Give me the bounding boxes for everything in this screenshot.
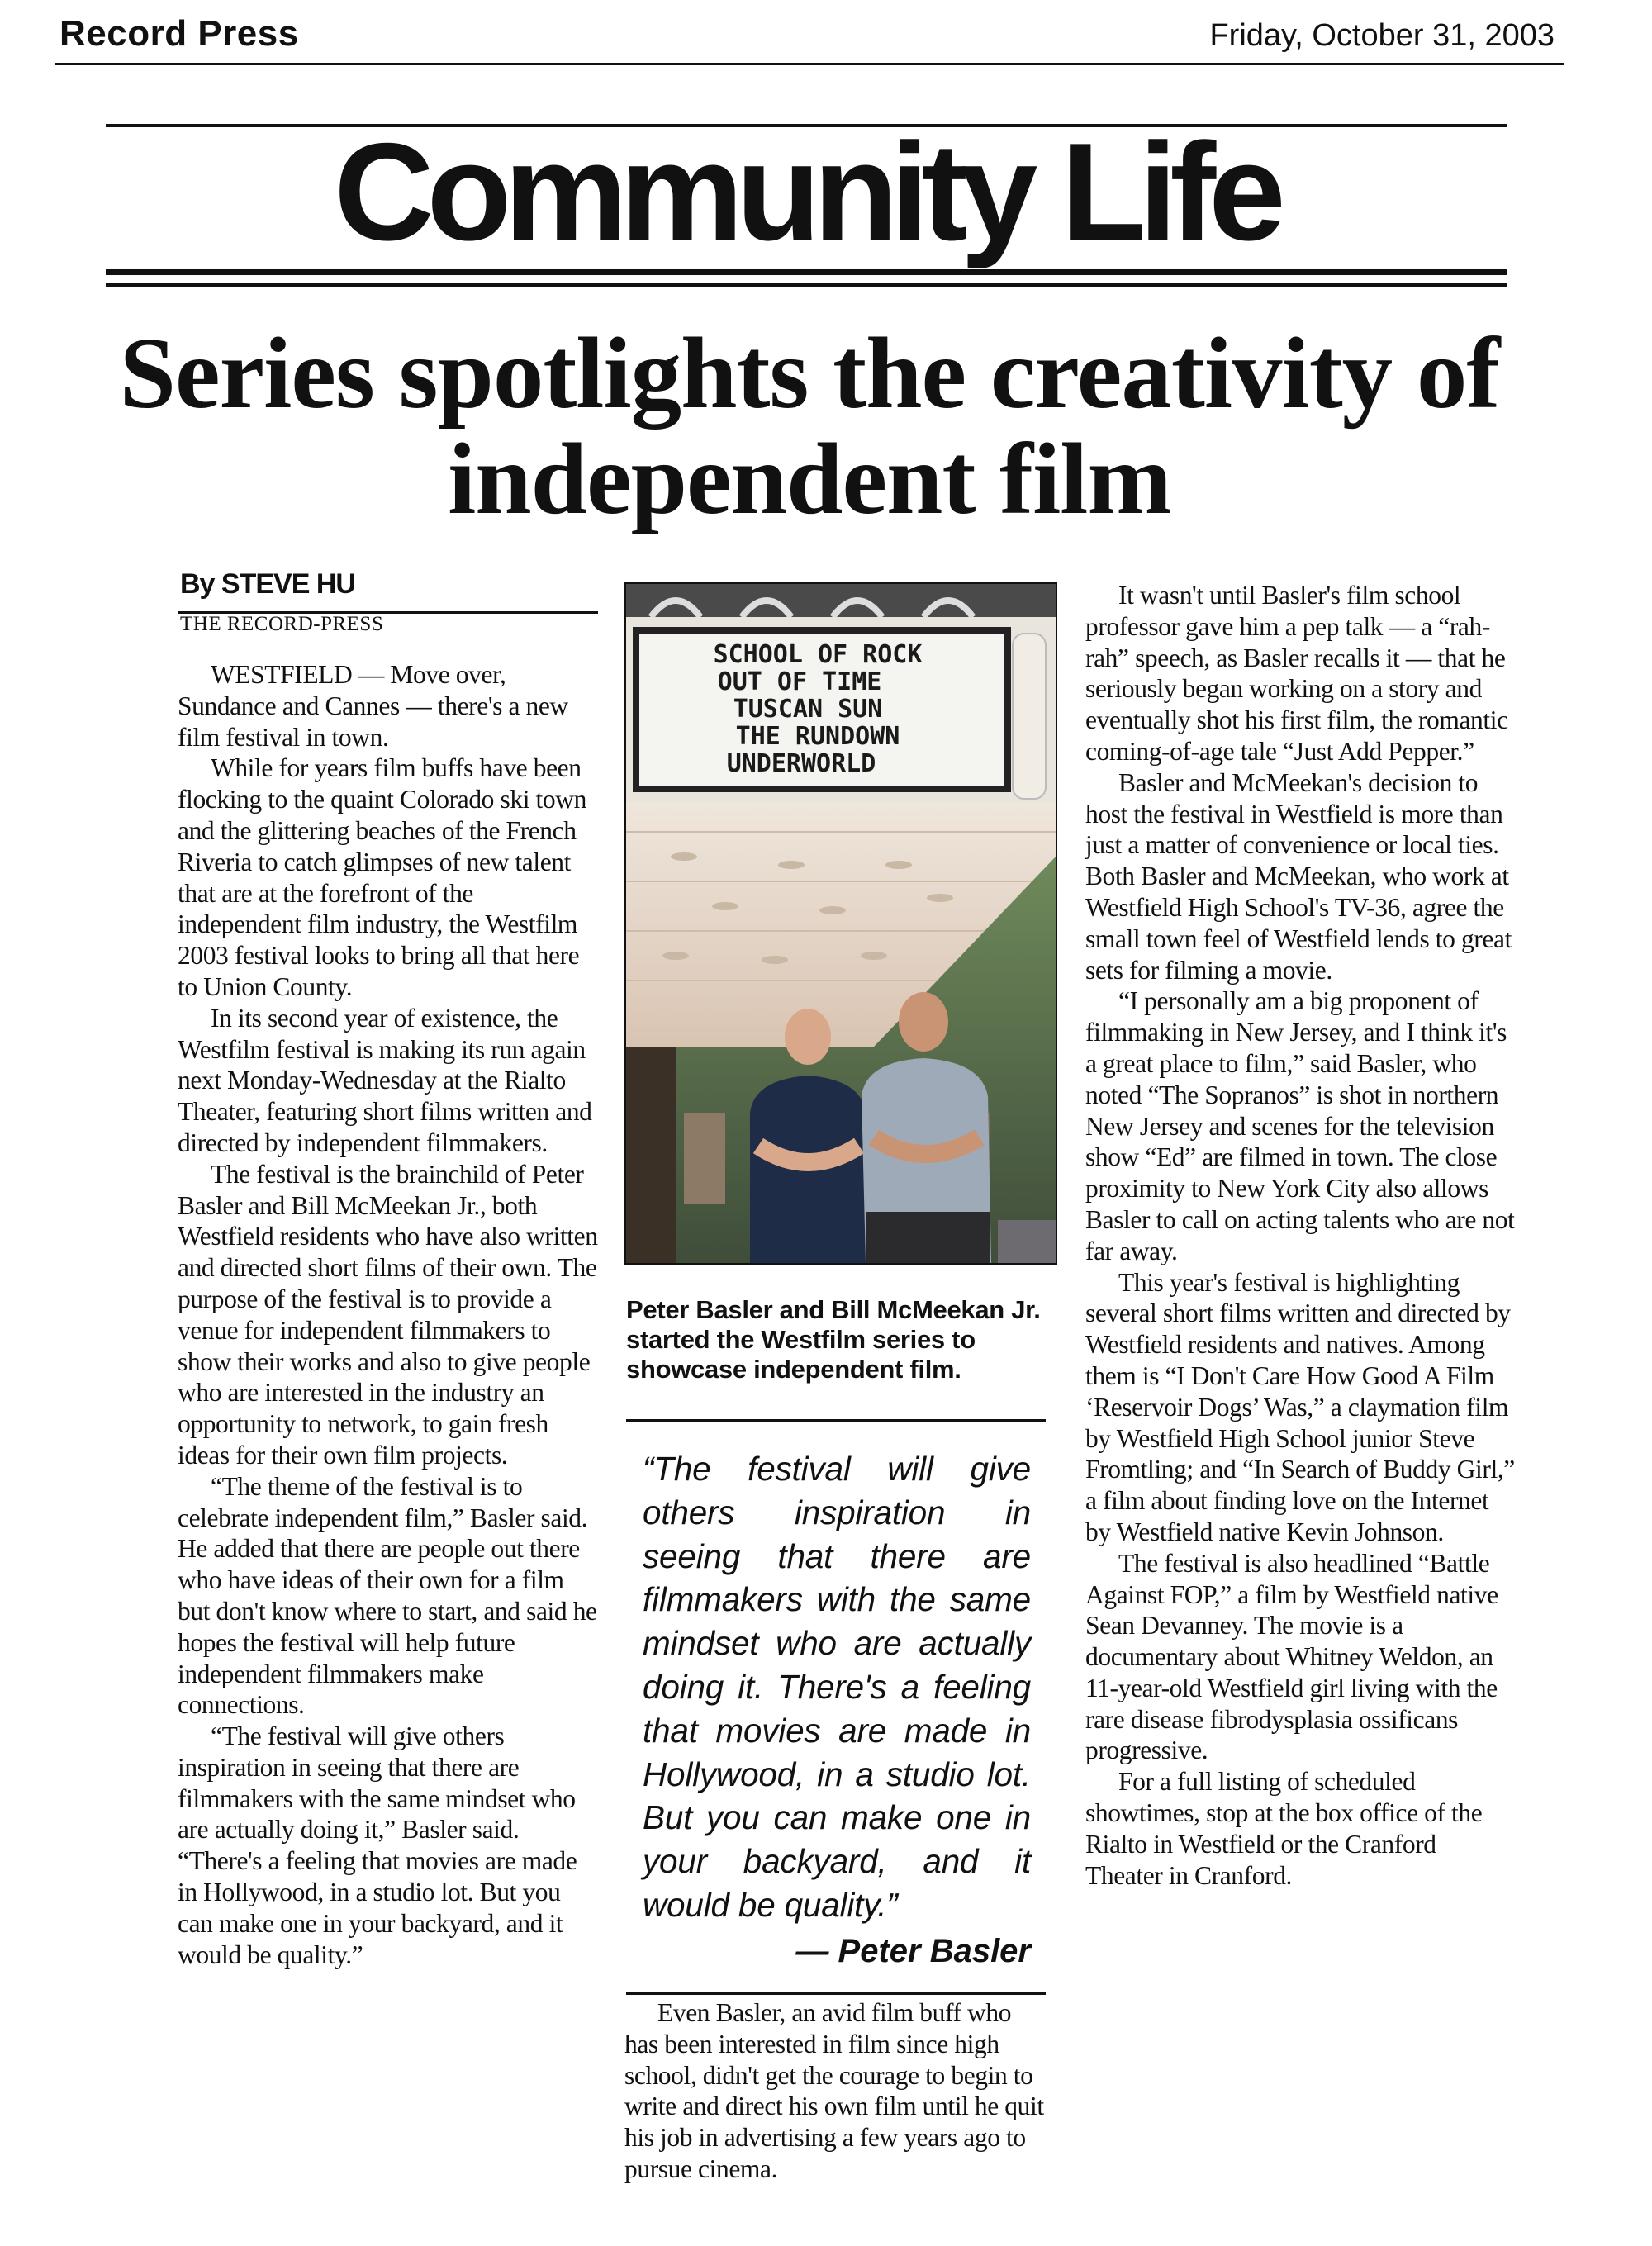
byline-organization: THE RECORD-PRESS	[180, 613, 384, 635]
section-rule-bottom-thick	[106, 269, 1507, 275]
paragraph: This year's festival is highlighting several short films written and directed by Westfield residents and natives. Among them is “I Don't Care How Good A Film ‘Reservoir Dogs’ Was,” a claymation film by Westfield High School junior Steve Fromtling; and “In Search of Buddy Girl,” a film about finding love on the Internet by Westfield native Kevin Johnson.	[1085, 1267, 1515, 1546]
paragraph: In its second year of existence, the Westfilm festival is making its run again next Monday-Wednesday at the Rialto Theater, featuring short films written and directed by independent filmmakers.	[178, 1003, 592, 1157]
paragraph: Even Basler, an avid film buff who has been interested in film since high school, didn't get the courage to begin to write and direct his own film until he quit his job in advertising a few years ago to pursue cinema.	[624, 1998, 1044, 2183]
pull-quote-rule-top	[626, 1419, 1046, 1422]
marquee-line: TUSCAN SUN	[733, 695, 883, 724]
marquee-line: UNDERWORLD	[726, 749, 876, 778]
article-headline	[50, 316, 1569, 535]
marquee-line: OUT OF TIME	[717, 667, 882, 696]
article-column-2	[624, 1997, 1046, 2185]
paragraph: For a full listing of scheduled showtimes, stop at the box office of the Rialto in Westfield or the Cranford Theater in Cranford.	[1085, 1767, 1483, 1890]
pull-quote: “The festival will give others inspiration in seeing that there are filmmakers with the same mindset who are actually doing it. There's a feeling that movies are made in Hollywood, in a studio lot. But you can make one in your backyard, and it would be quality.”	[643, 1450, 1031, 1924]
byline: By STEVE HU	[180, 568, 355, 600]
paragraph: The festival is the brainchild of Peter Basler and Bill McMeekan Jr., both Westfield residents who have also written and directed short films of their own. The purpose of the festival is to provide a venue for independent filmmakers to show their works and also to give people who are interested in the industry an opportunity to network, to gain fresh ideas for their own film projects.	[178, 1159, 598, 1470]
paragraph: While for years film buffs have been flocking to the quaint Colorado ski town and the glittering beaches of the French Riveria to catch glimpses of new talent that are at the forefront of the independent film industry, the Westfilm 2003 festival looks to bring all that here to Union County.	[178, 753, 586, 1001]
pull-quote-rule-bottom	[626, 1992, 1046, 1995]
headline-line-2: independent film	[448, 422, 1171, 535]
pull-quote-attribution: — Peter Basler	[795, 1933, 1031, 1969]
section-title: Community Life	[334, 114, 1279, 269]
article-column-3	[1085, 580, 1515, 1891]
paragraph: The festival is also headlined “Battle Against FOP,” a film by Westfield native Sean Devanney. The movie is a documentary about Whitney Weldon, an 11-year-old Westfield girl living with the rare disease fibrodysplasia ossificans progressive.	[1085, 1548, 1498, 1765]
paragraph: WESTFIELD — Move over, Sundance and Cannes — there's a new film festival in town.	[178, 660, 568, 752]
paragraph: “The festival will give others inspiration in seeing that there are filmmakers with the same mindset who are actually doing it,” Basler said. “There's a feeling that movies are made in Hollywood, in a studio lot. But you can make one in your backyard, and it would be quality.”	[178, 1721, 577, 1969]
paragraph: “The theme of the festival is to celebrate independent film,” Basler said. He added that there are people out there who have ideas of their own for a film but don't know where to start, and said he hopes the festival will help future independent filmmakers make connections.	[178, 1471, 597, 1720]
section-rule-bottom-thin	[106, 283, 1507, 287]
paper-name: Record Press	[59, 13, 299, 54]
paragraph: Basler and McMeekan's decision to host the festival in Westfield is more than just a matter of convenience or local ties. Both Basler and McMeekan, who work at Westfield High School's TV-36, agree the small town feel of Westfield lends to great sets for filming a movie.	[1085, 767, 1512, 985]
photo-caption: Peter Basler and Bill McMeekan Jr. started the Westfilm series to showcase independent film.	[626, 1295, 1041, 1384]
marquee-line: THE RUNDOWN	[735, 722, 900, 751]
article-photo	[624, 582, 1057, 1265]
paragraph: “I personally am a big proponent of filmmaking in New Jersey, and I think it's a great place to film,” said Basler, who noted “The Sopranos” is shot in northern New Jersey and scenes for the television show “Ed” are filmed in town. The close proximity to New York City also allows Basler to call on acting talents who are not far away.	[1085, 986, 1515, 1265]
article-column-1	[178, 659, 599, 1970]
paragraph: It wasn't until Basler's film school professor gave him a pep talk — a “rah-rah” speech, as Basler recalls it — that he seriously began working on a story and eventually shot his first film, the romantic coming-of-age tale “Just Add Pepper.”	[1085, 581, 1508, 766]
headline-line-1: Series spotlights the creativity of	[119, 316, 1500, 430]
issue-date: Friday, October 31, 2003	[1209, 18, 1555, 53]
masthead-divider	[55, 63, 1564, 65]
marquee-line: SCHOOL OF ROCK	[713, 640, 923, 669]
